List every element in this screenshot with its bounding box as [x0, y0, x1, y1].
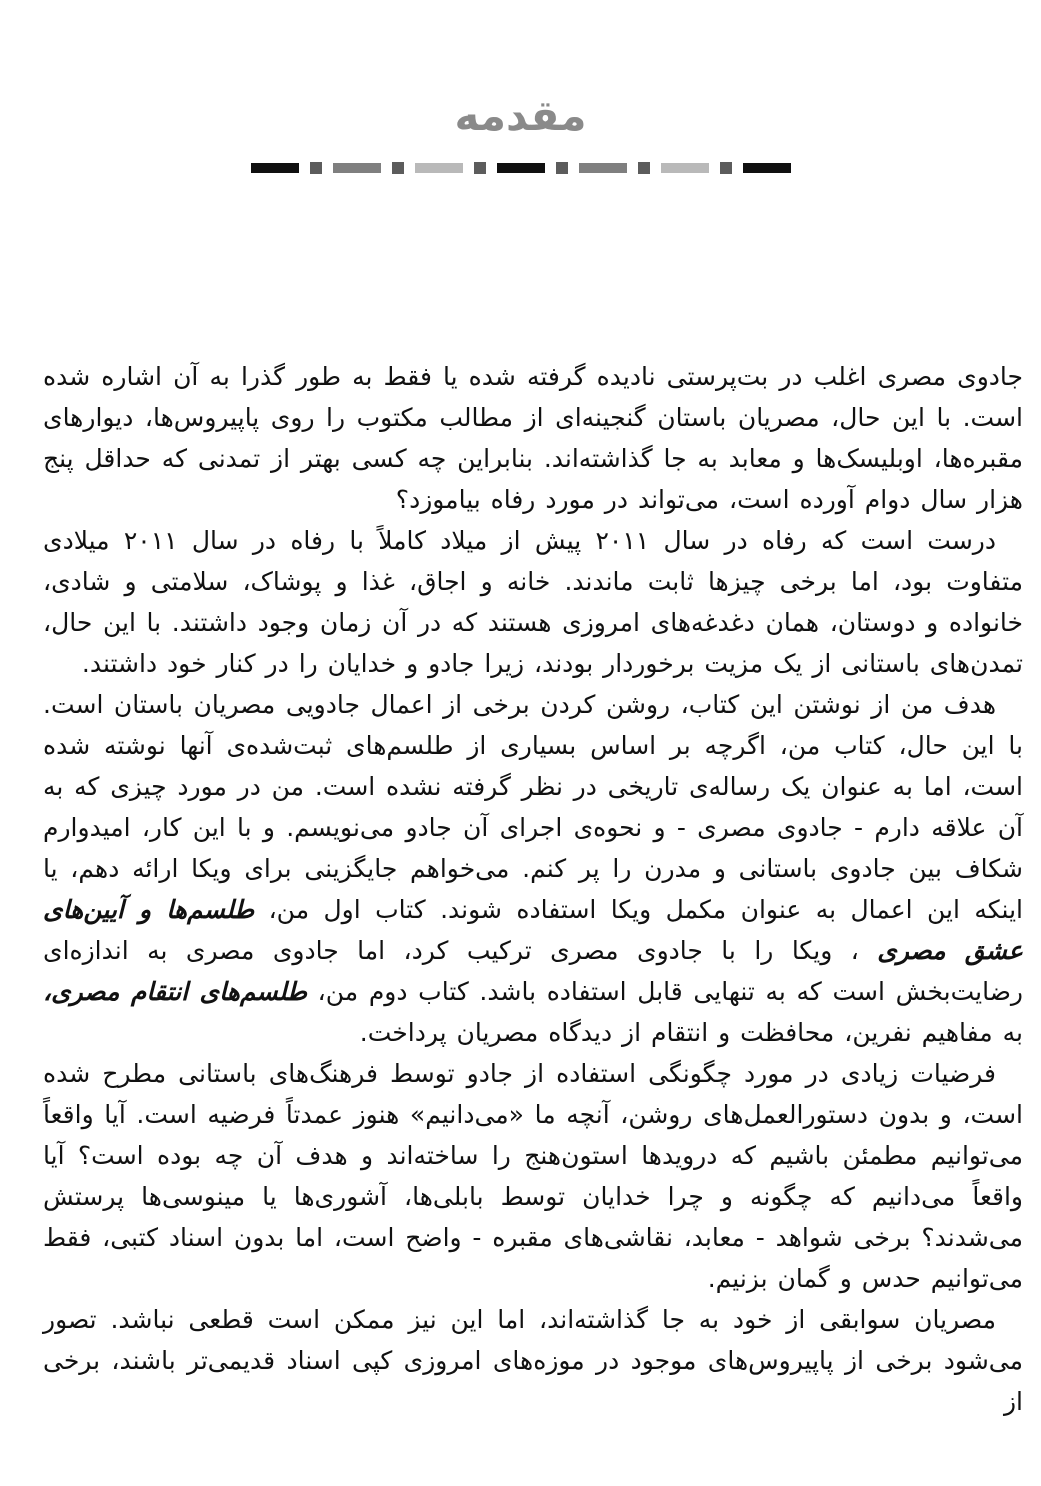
paragraph-text: ، ویکا را با جادوی مصری ترکیب کرد، اما جادوی مصری به اندازه‌ای رضایت‌بخش است که به تنهایی قابل استفاده باشد. کتاب دوم من،: [43, 936, 1023, 1006]
divider-square: [638, 162, 650, 174]
divider-square: [720, 162, 732, 174]
divider-square: [310, 162, 322, 174]
paragraph: مصریان سوابقی از خود به جا گذاشته‌اند، اما این نیز ممکن است قطعی نباشد. تصور می‌شود برخی از پاپیروس‌های موجود در موزه‌های امروزی کپی اسناد قدیمی‌تر باشند، برخی از: [43, 1305, 1023, 1416]
body-text: [43, 356, 1023, 1422]
divider-square: [474, 162, 486, 174]
divider-dash: [333, 163, 381, 173]
paragraph: جادوی مصری اغلب در بت‌پرستی نادیده گرفته شده یا فقط به طور گذرا به آن اشاره شده است. با این حال، مصریان باستان گنجینه‌ای از مطالب مکتوب را روی پاپیروس‌ها، دیوارهای مقبره‌ها، اوبلیسک‌ها و معابد به جا گذاشته‌اند. بنابراین چه کسی بهتر از تمدنی که حداقل پنج هزار سال دوام آورده است، می‌تواند در مورد رفاه بیاموزد؟: [43, 362, 1023, 514]
divider-dash: [251, 163, 299, 173]
divider-dash: [497, 163, 545, 173]
section-divider: [251, 162, 791, 174]
book-title-revenge-spells: طلسم‌های انتقام مصری،: [43, 977, 308, 1006]
book-title-love-spells: طلسم‌ها و آیین‌های عشق مصری: [43, 895, 1023, 965]
divider-dash: [661, 163, 709, 173]
paragraph-text: به مفاهیم نفرین، محافظت و انتقام از دیدگاه مصریان پرداخت.: [359, 1018, 1023, 1047]
paragraph: درست است که رفاه در سال ۲۰۱۱ پیش از میلاد کاملاً با رفاه در سال ۲۰۱۱ میلادی متفاوت بود، اما برخی چیزها ثابت ماندند. خانه و اجاق، غذا و پوشاک، سلامتی و شادی، خانواده و دوستان، همان دغدغه‌های امروزی هستند که در آن زمان وجود داشتند. با این حال، تمدن‌های باستانی از یک مزیت برخوردار بودند، زیرا جادو و خدایان را در کنار خود داشتند.: [43, 526, 1023, 678]
paragraph: [43, 684, 1023, 1053]
paragraph: فرضیات زیادی در مورد چگونگی استفاده از جادو توسط فرهنگ‌های باستانی مطرح شده است، و بدون دستورالعمل‌های روشن، آنچه ما «می‌دانیم» هنوز عمدتاً فرضیه است. آیا واقعاً می‌توانیم مطمئن باشیم که درویدها استون‌هنج را ساخته‌اند و هدف آن چه بوده است؟ آیا واقعاً می‌دانیم که چگونه و چرا خدایان توسط بابلی‌ها، آشوری‌ها یا مینوسی‌ها پرستش می‌شدند؟ برخی شواهد - معابد، نقاشی‌های مقبره - واضح است، اما بدون اسناد کتبی، فقط می‌توانیم حدس و گمان بزنیم.: [43, 1059, 1023, 1293]
divider-dash: [579, 163, 627, 173]
divider-dash: [743, 163, 791, 173]
divider-square: [392, 162, 404, 174]
divider-square: [556, 162, 568, 174]
divider-dash: [415, 163, 463, 173]
page-title: مقدمه: [454, 91, 587, 140]
paragraph-text: هدف من از نوشتن این کتاب، روشن کردن برخی از اعمال جادویی مصریان باستان است. با این حال، کتاب من، اگرچه بر اساس بسیاری از طلسم‌های ثبت‌شده‌ی آنها نوشته شده است، اما به عنوان یک رساله‌ی تاریخی در نظر گرفته نشده است. من در مورد چیزی که به آن علاقه دارم - جادوی مصری - و نحوه‌ی اجرای آن جادو می‌نویسم. و با این کار، امیدوارم شکاف بین جادوی باستانی و مدرن را پر کنم. می‌خواهم جایگزینی برای ویکا ارائه دهم، یا اینکه این اعمال به عنوان مکمل ویکا استفاده شوند. کتاب اول من،: [43, 690, 1023, 924]
